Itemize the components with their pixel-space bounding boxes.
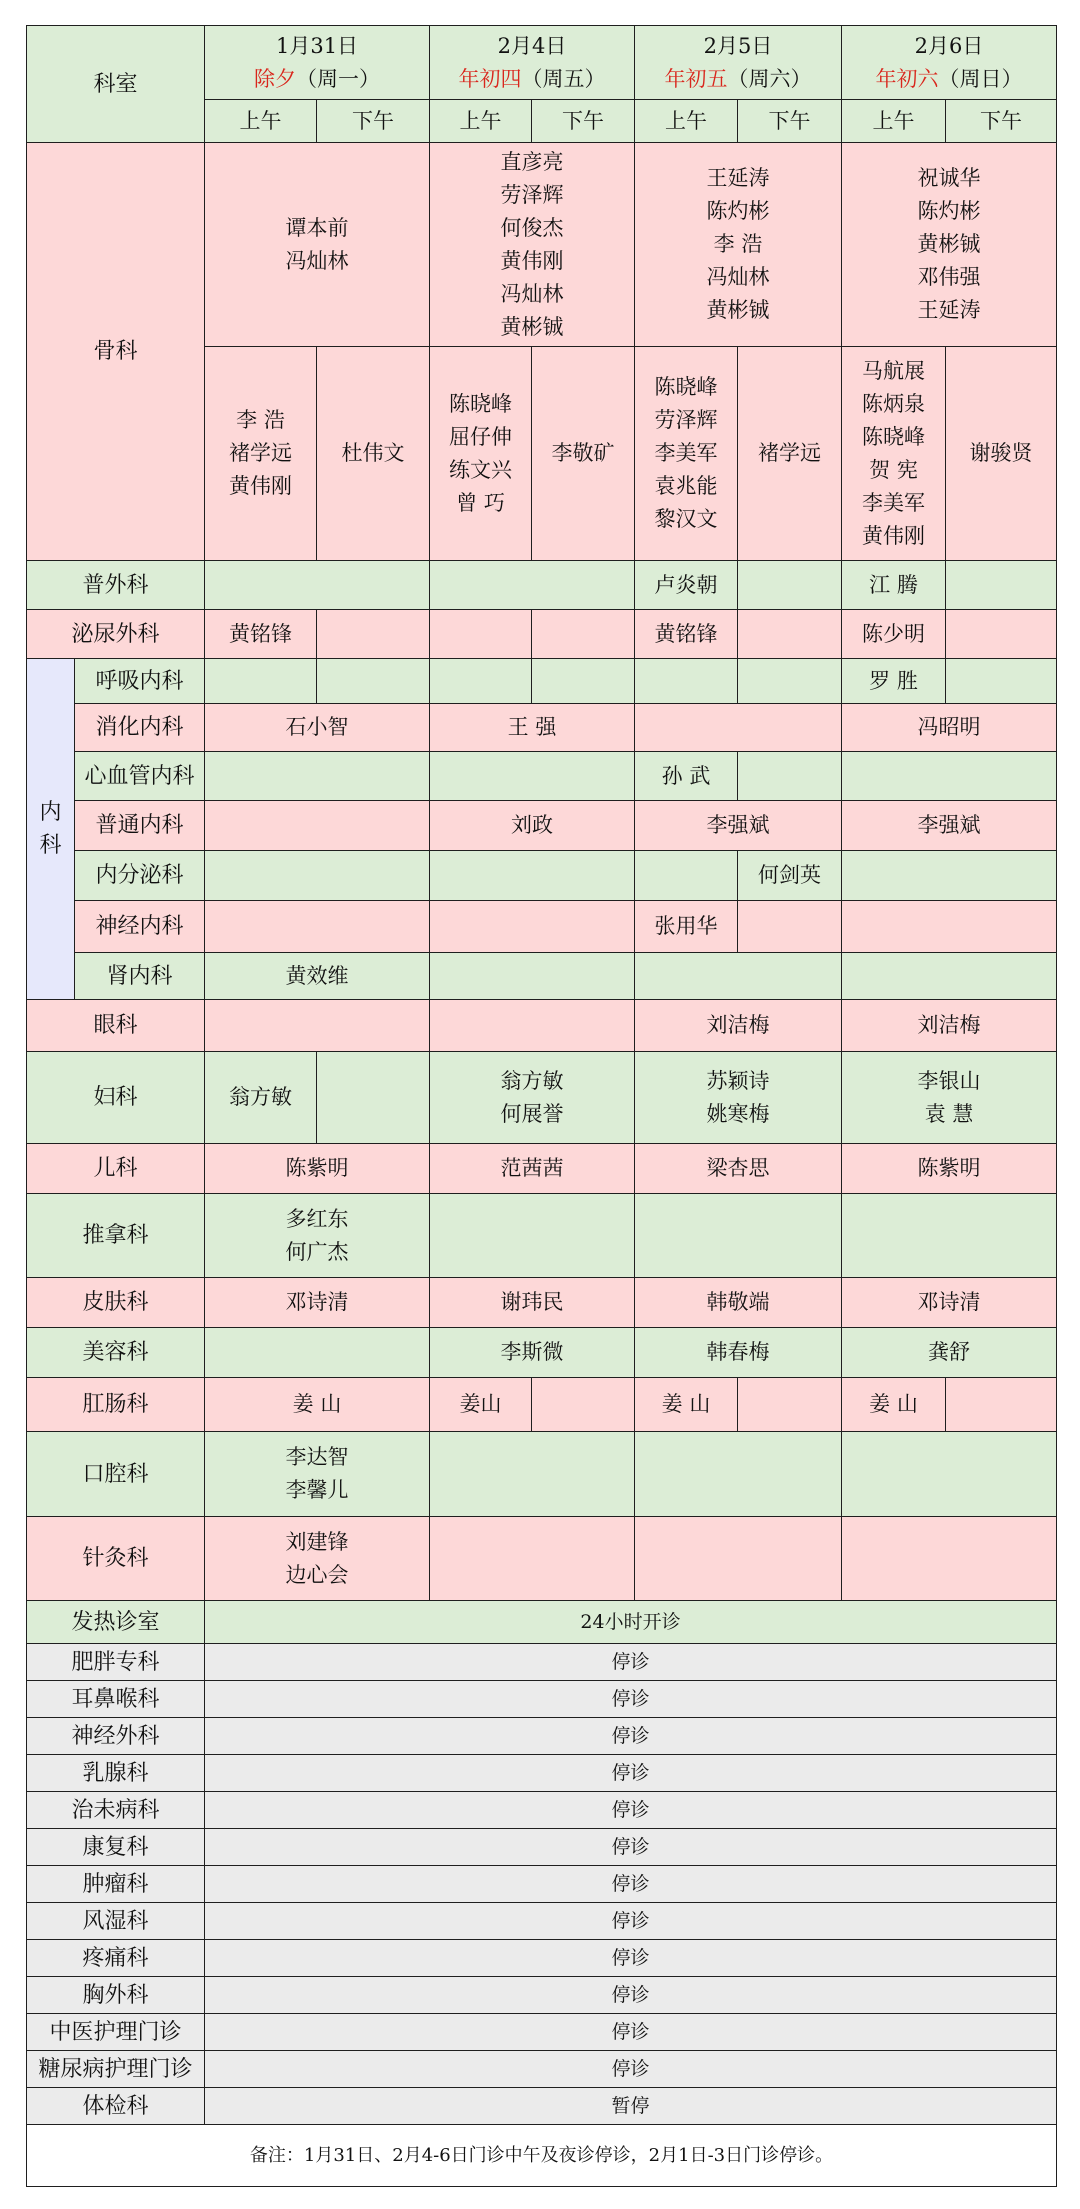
cell-empty	[205, 659, 317, 704]
header-row-dates	[27, 26, 1057, 100]
cell-empty	[205, 752, 430, 801]
cell-empty	[738, 1378, 842, 1432]
cell-neifenmi-feb5-pm: 何剑英	[738, 851, 842, 901]
row-closed	[27, 1681, 1057, 1718]
cell-empty	[842, 1194, 1057, 1278]
cell-empty	[842, 1432, 1057, 1517]
cell-empty	[635, 953, 842, 1000]
cell-fuke-feb6: 李银山 袁 慧	[842, 1052, 1057, 1144]
row-meirong	[27, 1328, 1057, 1378]
cell-fuke-jan31-am: 翁方敏	[205, 1052, 317, 1144]
cell-huxi-feb6-am: 罗 胜	[842, 659, 946, 704]
cell-empty	[635, 1194, 842, 1278]
cell-pifu-feb6: 邓诗清	[842, 1278, 1057, 1328]
dept-fuke: 妇科	[27, 1052, 205, 1144]
dept-xinxueguan: 心血管内科	[75, 752, 205, 801]
row-closed	[27, 1866, 1057, 1903]
cell-empty	[738, 659, 842, 704]
cell-status: 停诊	[205, 2014, 1057, 2051]
cell-empty	[430, 659, 532, 704]
date-text: 1月31日	[275, 33, 359, 58]
cell-gangchang-feb4-am: 姜山	[430, 1378, 532, 1432]
header-am: 上午	[430, 100, 532, 143]
dept-neifenmi: 内分泌科	[75, 851, 205, 901]
cell-guke-jan31: 谭本前 冯灿林	[205, 143, 430, 347]
cell-status: 暂停	[205, 2088, 1057, 2125]
cell-empty	[205, 801, 430, 851]
cell-empty	[738, 561, 842, 610]
dept-name: 疼痛科	[27, 1940, 205, 1977]
cell-empty	[205, 901, 430, 953]
footnote: 备注：1月31日、2月4-6日门诊中午及夜诊停诊，2月1日-3日门诊停诊。	[27, 2125, 1057, 2187]
dept-name: 风湿科	[27, 1903, 205, 1940]
cell-empty	[205, 561, 430, 610]
dept-name: 肥胖专科	[27, 1644, 205, 1681]
cell-empty	[430, 1432, 635, 1517]
dept-name: 乳腺科	[27, 1755, 205, 1792]
cell-empty	[738, 610, 842, 659]
row-tuina	[27, 1194, 1057, 1278]
cell-empty	[430, 1000, 635, 1052]
row-note	[27, 2125, 1057, 2187]
holiday-text: 年初六	[875, 66, 939, 91]
cell-fuke-feb5: 苏颖诗 姚寒梅	[635, 1052, 842, 1144]
cell-empty	[430, 901, 635, 953]
header-date-feb6	[842, 26, 1057, 100]
row-pifu	[27, 1278, 1057, 1328]
row-xinxueguan	[27, 752, 1057, 801]
dept-group-neike: 内 科	[27, 659, 75, 1000]
weekday-text: （周五）	[521, 66, 606, 91]
cell-status: 停诊	[205, 1792, 1057, 1829]
row-closed	[27, 2051, 1057, 2088]
dept-zhenjiu: 针灸科	[27, 1517, 205, 1601]
cell-guke-jan31-pm: 杜伟文	[317, 347, 430, 561]
cell-shenjing-feb5-am: 张用华	[635, 901, 738, 953]
row-neifenmi	[27, 851, 1057, 901]
cell-empty	[635, 851, 738, 901]
header-pm: 下午	[317, 100, 430, 143]
cell-guke-feb5-pm: 褚学远	[738, 347, 842, 561]
cell-empty	[635, 1517, 842, 1601]
clinic-schedule	[26, 25, 1056, 2187]
dept-pifu: 皮肤科	[27, 1278, 205, 1328]
cell-empty	[946, 610, 1057, 659]
cell-gangchang-jan31: 姜 山	[205, 1378, 430, 1432]
header-pm: 下午	[738, 100, 842, 143]
row-gangchang	[27, 1378, 1057, 1432]
cell-status: 停诊	[205, 1644, 1057, 1681]
cell-status: 停诊	[205, 1866, 1057, 1903]
cell-empty	[946, 561, 1057, 610]
cell-tuina-jan31: 多红东 何广杰	[205, 1194, 430, 1278]
cell-shen-jan31: 黄效维	[205, 953, 430, 1000]
cell-erke-feb4: 范茜茜	[430, 1144, 635, 1194]
dept-fare: 发热诊室	[27, 1601, 205, 1644]
cell-empty	[946, 659, 1057, 704]
date-text: 2月4日	[497, 33, 567, 58]
cell-guke-feb6: 祝诚华 陈灼彬 黄彬铖 邓伟强 王延涛	[842, 143, 1057, 347]
row-yanke	[27, 1000, 1057, 1052]
header-pm: 下午	[946, 100, 1057, 143]
cell-empty	[430, 561, 635, 610]
row-fare	[27, 1601, 1057, 1644]
cell-zhenjiu-jan31: 刘建锋 边心会	[205, 1517, 430, 1601]
weekday-text: （周日）	[938, 66, 1023, 91]
cell-meirong-feb5: 韩春梅	[635, 1328, 842, 1378]
schedule-table	[26, 25, 1057, 2187]
cell-guke-feb5: 王延涛 陈灼彬 李 浩 冯灿林 黄彬铖	[635, 143, 842, 347]
cell-pifu-feb5: 韩敬端	[635, 1278, 842, 1328]
cell-empty	[532, 1378, 635, 1432]
dept-kouqiang: 口腔科	[27, 1432, 205, 1517]
cell-putong-feb6: 李强斌	[842, 801, 1057, 851]
row-miniao	[27, 610, 1057, 659]
dept-name: 中医护理门诊	[27, 2014, 205, 2051]
cell-erke-feb6: 陈紫明	[842, 1144, 1057, 1194]
cell-fuke-feb4: 翁方敏 何展誉	[430, 1052, 635, 1144]
cell-pifu-jan31: 邓诗清	[205, 1278, 430, 1328]
cell-yanke-feb5: 刘洁梅	[635, 1000, 842, 1052]
cell-guke-feb4-am: 陈晓峰 屈仔伸 练文兴 曾 巧	[430, 347, 532, 561]
dept-gangchang: 肛肠科	[27, 1378, 205, 1432]
holiday-text: 年初四	[458, 66, 522, 91]
cell-empty	[842, 752, 1057, 801]
cell-status: 停诊	[205, 1718, 1057, 1755]
row-putong	[27, 801, 1057, 851]
row-shenjing	[27, 901, 1057, 953]
row-fuke	[27, 1052, 1057, 1144]
dept-name: 胸外科	[27, 1977, 205, 2014]
row-shen	[27, 953, 1057, 1000]
dept-miniao: 泌尿外科	[27, 610, 205, 659]
row-closed	[27, 1644, 1057, 1681]
cell-miniao-jan31-am: 黄铭锋	[205, 610, 317, 659]
cell-fare-status: 24小时开诊	[205, 1601, 1057, 1644]
row-puwai	[27, 561, 1057, 610]
cell-empty	[317, 659, 430, 704]
row-guke-top	[27, 143, 1057, 347]
weekday-text: （周一）	[296, 66, 381, 91]
header-dept-label: 科室	[27, 26, 205, 143]
cell-empty	[842, 953, 1057, 1000]
cell-status: 停诊	[205, 1829, 1057, 1866]
dept-name: 肿瘤科	[27, 1866, 205, 1903]
cell-puwai-feb6-am: 江 腾	[842, 561, 946, 610]
cell-status: 停诊	[205, 1977, 1057, 2014]
weekday-text: （周六）	[727, 66, 812, 91]
cell-empty	[317, 610, 430, 659]
row-closed	[27, 1755, 1057, 1792]
cell-guke-feb6-am: 马航展 陈炳泉 陈晓峰 贺 宪 李美军 黄伟刚	[842, 347, 946, 561]
row-zhenjiu	[27, 1517, 1057, 1601]
cell-empty	[532, 610, 635, 659]
cell-putong-feb4: 刘政	[430, 801, 635, 851]
row-closed	[27, 2088, 1057, 2125]
row-closed	[27, 1829, 1057, 1866]
cell-empty	[430, 752, 635, 801]
cell-guke-feb4: 直彦亮 劳泽辉 何俊杰 黄伟刚 冯灿林 黄彬铖	[430, 143, 635, 347]
holiday-text: 除夕	[254, 66, 297, 91]
cell-guke-feb6-pm: 谢骏贤	[946, 347, 1057, 561]
cell-empty	[738, 752, 842, 801]
cell-empty	[842, 901, 1057, 953]
cell-empty	[635, 1432, 842, 1517]
cell-pifu-feb4: 谢玮民	[430, 1278, 635, 1328]
dept-xiaohua: 消化内科	[75, 704, 205, 752]
cell-empty	[430, 1517, 635, 1601]
cell-empty	[430, 1194, 635, 1278]
cell-empty	[635, 659, 738, 704]
cell-xiaohua-feb6: 冯昭明	[842, 704, 1057, 752]
cell-status: 停诊	[205, 2051, 1057, 2088]
cell-status: 停诊	[205, 1940, 1057, 1977]
cell-xiaohua-feb4: 王 强	[430, 704, 635, 752]
row-closed	[27, 2014, 1057, 2051]
cell-empty	[430, 851, 635, 901]
date-text: 2月6日	[914, 33, 984, 58]
dept-name: 体检科	[27, 2088, 205, 2125]
dept-shenjing: 神经内科	[75, 901, 205, 953]
dept-erke: 儿科	[27, 1144, 205, 1194]
row-closed	[27, 1718, 1057, 1755]
dept-meirong: 美容科	[27, 1328, 205, 1378]
cell-puwai-feb5-am: 卢炎朝	[635, 561, 738, 610]
dept-name: 耳鼻喉科	[27, 1681, 205, 1718]
cell-erke-feb5: 梁杏思	[635, 1144, 842, 1194]
header-date-jan31	[205, 26, 430, 100]
dept-yanke: 眼科	[27, 1000, 205, 1052]
cell-empty	[738, 901, 842, 953]
dept-tuina: 推拿科	[27, 1194, 205, 1278]
cell-guke-jan31-am: 李 浩 褚学远 黄伟刚	[205, 347, 317, 561]
header-pm: 下午	[532, 100, 635, 143]
cell-empty	[842, 851, 1057, 901]
dept-guke: 骨科	[27, 143, 205, 561]
cell-kouqiang-jan31: 李达智 李馨儿	[205, 1432, 430, 1517]
cell-meirong-feb4: 李斯微	[430, 1328, 635, 1378]
cell-gangchang-feb5-am: 姜 山	[635, 1378, 738, 1432]
cell-erke-jan31: 陈紫明	[205, 1144, 430, 1194]
row-closed	[27, 1903, 1057, 1940]
header-am: 上午	[842, 100, 946, 143]
holiday-text: 年初五	[664, 66, 728, 91]
cell-miniao-feb5-am: 黄铭锋	[635, 610, 738, 659]
cell-gangchang-feb6-am: 姜 山	[842, 1378, 946, 1432]
row-erke	[27, 1144, 1057, 1194]
header-am: 上午	[205, 100, 317, 143]
dept-name: 糖尿病护理门诊	[27, 2051, 205, 2088]
cell-empty	[205, 1328, 430, 1378]
header-am: 上午	[635, 100, 738, 143]
dept-huxi: 呼吸内科	[75, 659, 205, 704]
cell-guke-feb4-pm: 李敬矿	[532, 347, 635, 561]
cell-status: 停诊	[205, 1903, 1057, 1940]
date-text: 2月5日	[703, 33, 773, 58]
cell-miniao-feb6-am: 陈少明	[842, 610, 946, 659]
cell-empty	[430, 953, 635, 1000]
cell-status: 停诊	[205, 1755, 1057, 1792]
cell-empty	[946, 1378, 1057, 1432]
cell-empty	[205, 1000, 430, 1052]
cell-guke-feb5-am: 陈晓峰 劳泽辉 李美军 袁兆能 黎汉文	[635, 347, 738, 561]
dept-puwai: 普外科	[27, 561, 205, 610]
cell-empty	[430, 610, 532, 659]
row-xiaohua	[27, 704, 1057, 752]
header-date-feb5	[635, 26, 842, 100]
cell-yanke-feb6: 刘洁梅	[842, 1000, 1057, 1052]
cell-status: 停诊	[205, 1681, 1057, 1718]
row-closed	[27, 1977, 1057, 2014]
row-closed	[27, 1792, 1057, 1829]
dept-name: 神经外科	[27, 1718, 205, 1755]
header-date-feb4	[430, 26, 635, 100]
cell-putong-feb5: 李强斌	[635, 801, 842, 851]
row-kouqiang	[27, 1432, 1057, 1517]
row-huxi	[27, 659, 1057, 704]
cell-empty	[317, 1052, 430, 1144]
row-closed	[27, 1940, 1057, 1977]
cell-xiaohua-jan31: 石小智	[205, 704, 430, 752]
dept-putong: 普通内科	[75, 801, 205, 851]
dept-name: 治未病科	[27, 1792, 205, 1829]
cell-empty	[842, 1517, 1057, 1601]
cell-empty	[532, 659, 635, 704]
dept-name: 康复科	[27, 1829, 205, 1866]
cell-xinxueguan-feb5-am: 孙 武	[635, 752, 738, 801]
cell-empty	[635, 704, 842, 752]
dept-shen: 肾内科	[75, 953, 205, 1000]
cell-empty	[205, 851, 430, 901]
cell-meirong-feb6: 龚舒	[842, 1328, 1057, 1378]
